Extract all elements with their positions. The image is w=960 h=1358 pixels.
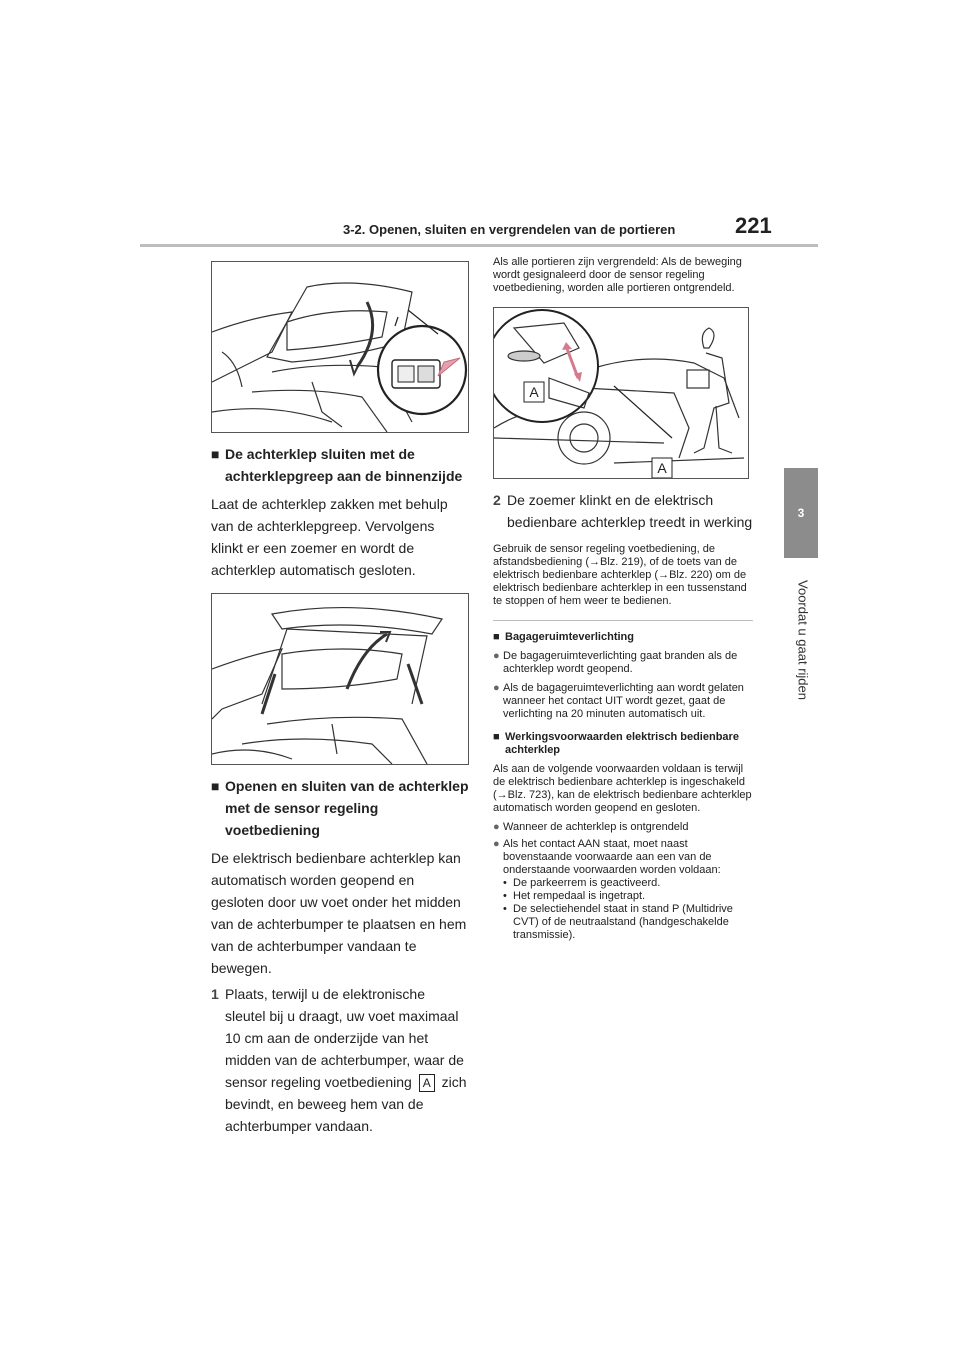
square-bullet-icon: ■ <box>211 446 220 462</box>
square-bullet-icon: ■ <box>211 778 220 794</box>
reference-label-a: A <box>419 1074 435 1092</box>
round-bullet-icon: ● <box>493 821 500 833</box>
chapter-tab[interactable]: 3 <box>784 468 818 558</box>
list-item: ● Als het contact AAN staat, moet naast bovenstaande voorwaarde aan een van de onderstaande voorwaarden worden voldaan: <box>493 838 721 876</box>
tailgate-handle-illustration <box>211 261 469 433</box>
paragraph-close-with-handle: Laat de achterklep zakken met behulp van de achterklepgreep. Vervolgens klinkt er een zoemer en wordt de achterklep automatisch gesloten. <box>211 496 448 578</box>
tailgate-closing-illustration <box>211 593 469 765</box>
sub-list-item: • De selectiehendel staat in stand P (Multidrive CVT) of de neutraalstand (handgeschakelde transmissie). <box>503 903 733 941</box>
right-column <box>493 256 753 942</box>
tailgate-handle-drawing <box>212 262 468 432</box>
section-title: 3-2. Openen, sluiten en vergrendelen van de portieren <box>343 222 676 237</box>
list-item: ● Als de bagageruimteverlichting aan wordt gelaten wanneer het contact UIT wordt gezet, gaat de verlichting na 20 minuten automatisch uit. <box>493 682 744 720</box>
round-bullet-icon: ● <box>493 838 500 850</box>
foot-sensor-drawing <box>494 308 748 478</box>
paragraph-foot-sensor: De elektrisch bedienbare achterklep kan automatisch worden geopend en gesloten door uw voet onder het midden van de achterbumper te plaatsen en hem van de achterbumper vandaan te bewegen. <box>211 850 467 976</box>
chapter-label: Voordat u gaat rijden <box>795 580 811 700</box>
paragraph-stop-note: Gebruik de sensor regeling voetbediening, de afstandsbediening (→Blz. 219), of de toets van de elektrisch bedienbare achterklep (→Blz. 220) om de elektrisch bedienbare achterklep in een tussenstand te stoppen of hem weer te bedienen. <box>493 543 747 607</box>
square-bullet-icon: ■ <box>493 731 500 743</box>
heading-close-with-handle: ■ De achterklep sluiten met de achterklepgreep aan de binnenzijde <box>211 443 469 487</box>
round-bullet-icon: ● <box>493 650 500 662</box>
header-divider <box>140 244 818 247</box>
list-item: ● De bagageruimteverlichting gaat branden als de achterklep wordt geopend. <box>493 650 738 675</box>
paragraph-conditions: Als aan de volgende voorwaarden voldaan is terwijl de elektrisch bedienbare achterklep is ingeschakeld (→Blz. 723), kan de elektrisch bedienbare achterklep automatisch worden geopend en gesloten. <box>493 763 752 814</box>
paragraph-unlock: Als alle portieren zijn vergrendeld: Als de beweging wordt gesignaleerd door de sensor regeling voetbediening, worden alle portieren ontgrendeld. <box>493 256 742 294</box>
square-bullet-icon: ■ <box>493 631 500 643</box>
figure-label-a-callout: A <box>529 384 539 400</box>
round-bullet-icon: ● <box>493 682 500 694</box>
step-1: 1 Plaats, terwijl u de elektronische sleutel bij u draagt, uw voet maximaal 10 cm aan de onderzijde van het midden van de achterbumper, waar de sensor regeling voetbediening A zich bevindt, en beweeg hem van de achterbumper vandaan. <box>211 986 467 1134</box>
sub-list-item: • De parkeerrem is geactiveerd. <box>503 877 661 889</box>
left-column <box>211 261 469 1137</box>
tailgate-closing-drawing <box>212 594 468 764</box>
step-2: 2 De zoemer klinkt en de elektrisch bedienbare achterklep treedt in werking <box>493 492 753 530</box>
section-divider <box>493 620 753 621</box>
heading-foot-sensor: ■ Openen en sluiten van de achterklep met de sensor regeling voetbediening <box>211 775 469 841</box>
figure-label-a-bumper: A <box>657 460 667 476</box>
sub-list-item: • Het rempedaal is ingetrapt. <box>503 890 646 902</box>
foot-sensor-illustration <box>493 307 749 479</box>
page-number: 221 <box>735 213 772 238</box>
heading-operating-conditions: ■ Werkingsvoorwaarden elektrisch bedienbare achterklep <box>493 731 739 756</box>
list-item: ● Wanneer de achterklep is ontgrendeld <box>493 821 689 833</box>
heading-luggage-light: ■ Bagageruimteverlichting <box>493 631 634 643</box>
